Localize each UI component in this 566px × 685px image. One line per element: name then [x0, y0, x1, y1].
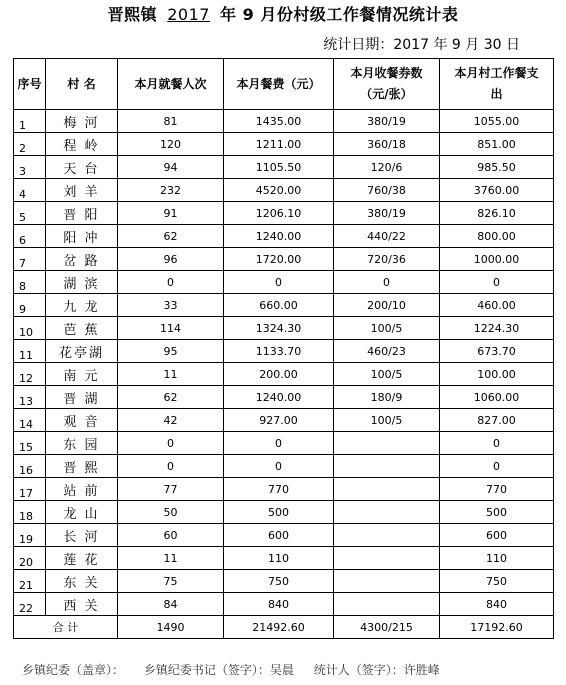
- cell-coupon: 380/19: [334, 110, 440, 133]
- cell-name: 梅 河: [46, 110, 118, 133]
- cell-expense: 827.00: [440, 409, 554, 432]
- table-row: [14, 317, 554, 340]
- header-cost: 本月餐费（元）: [224, 59, 334, 110]
- cell-no: 11: [14, 340, 46, 363]
- cell-coupon: 180/9: [334, 386, 440, 409]
- cell-cost: 0: [224, 271, 334, 294]
- cell-cost: 500: [224, 501, 334, 524]
- cell-name: 花亭湖: [46, 340, 118, 363]
- cell-no: 5: [14, 202, 46, 225]
- cell-name: 东 关: [46, 570, 118, 593]
- cell-people: 95: [118, 340, 224, 363]
- cell-cost: 1240.00: [224, 225, 334, 248]
- table-row: [14, 593, 554, 616]
- header-coupon: 本月收餐券数（元/张）: [334, 59, 440, 110]
- cell-no: 18: [14, 501, 46, 524]
- table-row: [14, 570, 554, 593]
- cell-coupon: 380/19: [334, 202, 440, 225]
- cell-expense: 985.50: [440, 156, 554, 179]
- cell-expense: 1000.00: [440, 248, 554, 271]
- table-row: [14, 110, 554, 133]
- cell-name: 湖 滨: [46, 271, 118, 294]
- table-row: [14, 409, 554, 432]
- cell-name: 晋 湖: [46, 386, 118, 409]
- cell-coupon: [334, 593, 440, 616]
- cell-name: 莲 花: [46, 547, 118, 570]
- cell-coupon: 100/5: [334, 409, 440, 432]
- title-prefix: 晋熙镇: [107, 5, 158, 24]
- cell-coupon: 460/23: [334, 340, 440, 363]
- cell-expense: 1055.00: [440, 110, 554, 133]
- signature-footer: [22, 661, 562, 678]
- cell-name: 站 前: [46, 478, 118, 501]
- cell-people: 62: [118, 386, 224, 409]
- cell-coupon: 100/5: [334, 317, 440, 340]
- cell-cost: 660.00: [224, 294, 334, 317]
- cell-cost: 1105.50: [224, 156, 334, 179]
- table-row: [14, 156, 554, 179]
- total-row: [14, 616, 554, 639]
- cell-no: 22: [14, 593, 46, 616]
- cell-people: 33: [118, 294, 224, 317]
- cell-expense: 0: [440, 432, 554, 455]
- cell-cost: 1206.10: [224, 202, 334, 225]
- cell-coupon: [334, 501, 440, 524]
- cell-name: 晋 熙: [46, 455, 118, 478]
- table-row: [14, 202, 554, 225]
- cell-expense: 0: [440, 271, 554, 294]
- cell-no: 13: [14, 386, 46, 409]
- cell-coupon: 360/18: [334, 133, 440, 156]
- cell-people: 120: [118, 133, 224, 156]
- cell-cost: 1211.00: [224, 133, 334, 156]
- cell-no: 21: [14, 570, 46, 593]
- cell-no: 2: [14, 133, 46, 156]
- cell-name: 天 台: [46, 156, 118, 179]
- cell-coupon: 760/38: [334, 179, 440, 202]
- cell-expense: 673.70: [440, 340, 554, 363]
- table-row: [14, 225, 554, 248]
- cell-expense: 826.10: [440, 202, 554, 225]
- cell-name: 岔 路: [46, 248, 118, 271]
- cell-people: 11: [118, 547, 224, 570]
- cell-cost: 200.00: [224, 363, 334, 386]
- table-row: [14, 501, 554, 524]
- cell-cost: 110: [224, 547, 334, 570]
- cell-expense: 0: [440, 455, 554, 478]
- footer-secretary: 乡镇纪委书记（签字）：吴晨: [143, 663, 294, 677]
- cell-no: 6: [14, 225, 46, 248]
- cell-people: 77: [118, 478, 224, 501]
- cell-coupon: [334, 570, 440, 593]
- cell-name: 西 关: [46, 593, 118, 616]
- cell-expense: 851.00: [440, 133, 554, 156]
- cell-name: 长 河: [46, 524, 118, 547]
- cell-no: 8: [14, 271, 46, 294]
- total-cost: 21492.60: [224, 616, 334, 639]
- cell-people: 114: [118, 317, 224, 340]
- cell-people: 94: [118, 156, 224, 179]
- table-row: [14, 386, 554, 409]
- cell-coupon: 120/6: [334, 156, 440, 179]
- cell-no: 19: [14, 524, 46, 547]
- header-expense: 本月村工作餐支出: [440, 59, 554, 110]
- footer-committee: 乡镇纪委（盖章）：: [22, 663, 125, 677]
- cell-expense: 500: [440, 501, 554, 524]
- table-row: [14, 455, 554, 478]
- cell-no: 3: [14, 156, 46, 179]
- header-name: 村 名: [46, 59, 118, 110]
- cell-name: 晋 阳: [46, 202, 118, 225]
- cell-name: 芭 蕉: [46, 317, 118, 340]
- cell-people: 0: [118, 271, 224, 294]
- cell-expense: 840: [440, 593, 554, 616]
- cell-no: 16: [14, 455, 46, 478]
- header-no: 序号: [14, 59, 46, 110]
- table-row: [14, 271, 554, 294]
- cell-expense: 800.00: [440, 225, 554, 248]
- cell-people: 60: [118, 524, 224, 547]
- cell-no: 12: [14, 363, 46, 386]
- page-title: [0, 2, 566, 25]
- cell-name: 南 元: [46, 363, 118, 386]
- table-row: [14, 524, 554, 547]
- cell-cost: 1240.00: [224, 386, 334, 409]
- table-row: [14, 248, 554, 271]
- cell-no: 4: [14, 179, 46, 202]
- total-coupon: 4300/215: [334, 616, 440, 639]
- cell-people: 232: [118, 179, 224, 202]
- cell-cost: 840: [224, 593, 334, 616]
- cell-people: 62: [118, 225, 224, 248]
- cell-cost: 1720.00: [224, 248, 334, 271]
- table-row: [14, 340, 554, 363]
- statistics-date: 统计日期：2017 年 9 月 30 日: [323, 37, 520, 53]
- cell-expense: 460.00: [440, 294, 554, 317]
- table-row: [14, 179, 554, 202]
- cell-coupon: 100/5: [334, 363, 440, 386]
- cell-people: 42: [118, 409, 224, 432]
- cell-no: 9: [14, 294, 46, 317]
- cell-people: 0: [118, 432, 224, 455]
- cell-expense: 1224.30: [440, 317, 554, 340]
- cell-people: 81: [118, 110, 224, 133]
- cell-cost: 927.00: [224, 409, 334, 432]
- cell-no: 15: [14, 432, 46, 455]
- cell-no: 10: [14, 317, 46, 340]
- total-people: 1490: [118, 616, 224, 639]
- cell-coupon: [334, 547, 440, 570]
- cell-expense: 750: [440, 570, 554, 593]
- cell-coupon: 440/22: [334, 225, 440, 248]
- cell-name: 东 园: [46, 432, 118, 455]
- cell-coupon: 200/10: [334, 294, 440, 317]
- cell-people: 96: [118, 248, 224, 271]
- cell-people: 11: [118, 363, 224, 386]
- cell-coupon: 0: [334, 271, 440, 294]
- cell-cost: 1133.70: [224, 340, 334, 363]
- cell-name: 龙 山: [46, 501, 118, 524]
- cell-coupon: 720/36: [334, 248, 440, 271]
- cell-no: 7: [14, 248, 46, 271]
- cell-coupon: [334, 455, 440, 478]
- cell-people: 0: [118, 455, 224, 478]
- cell-people: 50: [118, 501, 224, 524]
- cell-no: 17: [14, 478, 46, 501]
- title-year: 2017: [167, 5, 210, 24]
- table-row: [14, 547, 554, 570]
- cell-expense: 110: [440, 547, 554, 570]
- cell-cost: 1324.30: [224, 317, 334, 340]
- statistics-table: [13, 58, 554, 639]
- table-row: [14, 294, 554, 317]
- table-row: [14, 478, 554, 501]
- cell-coupon: [334, 524, 440, 547]
- table-row: [14, 133, 554, 156]
- cell-people: 91: [118, 202, 224, 225]
- header-people: 本月就餐人次: [118, 59, 224, 110]
- total-label: 合 计: [14, 616, 118, 639]
- cell-expense: 3760.00: [440, 179, 554, 202]
- table-row: [14, 363, 554, 386]
- cell-cost: 770: [224, 478, 334, 501]
- cell-name: 九 龙: [46, 294, 118, 317]
- cell-cost: 750: [224, 570, 334, 593]
- footer-counter: 统计人（签字）：许胜峰: [313, 663, 440, 677]
- cell-cost: 600: [224, 524, 334, 547]
- cell-cost: 0: [224, 455, 334, 478]
- cell-expense: 770: [440, 478, 554, 501]
- cell-coupon: [334, 478, 440, 501]
- table-header-row: [14, 59, 554, 110]
- cell-cost: 0: [224, 432, 334, 455]
- cell-coupon: [334, 432, 440, 455]
- cell-expense: 600: [440, 524, 554, 547]
- table-row: [14, 432, 554, 455]
- table-body: [14, 110, 554, 616]
- title-suffix: 年 9 月份村级工作餐情况统计表: [220, 5, 459, 24]
- cell-name: 阳 冲: [46, 225, 118, 248]
- cell-no: 20: [14, 547, 46, 570]
- cell-expense: 100.00: [440, 363, 554, 386]
- cell-cost: 4520.00: [224, 179, 334, 202]
- total-expense: 17192.60: [440, 616, 554, 639]
- cell-no: 14: [14, 409, 46, 432]
- cell-name: 程 岭: [46, 133, 118, 156]
- cell-no: 1: [14, 110, 46, 133]
- cell-people: 75: [118, 570, 224, 593]
- cell-people: 84: [118, 593, 224, 616]
- cell-name: 刘 羊: [46, 179, 118, 202]
- cell-name: 观 音: [46, 409, 118, 432]
- cell-cost: 1435.00: [224, 110, 334, 133]
- cell-expense: 1060.00: [440, 386, 554, 409]
